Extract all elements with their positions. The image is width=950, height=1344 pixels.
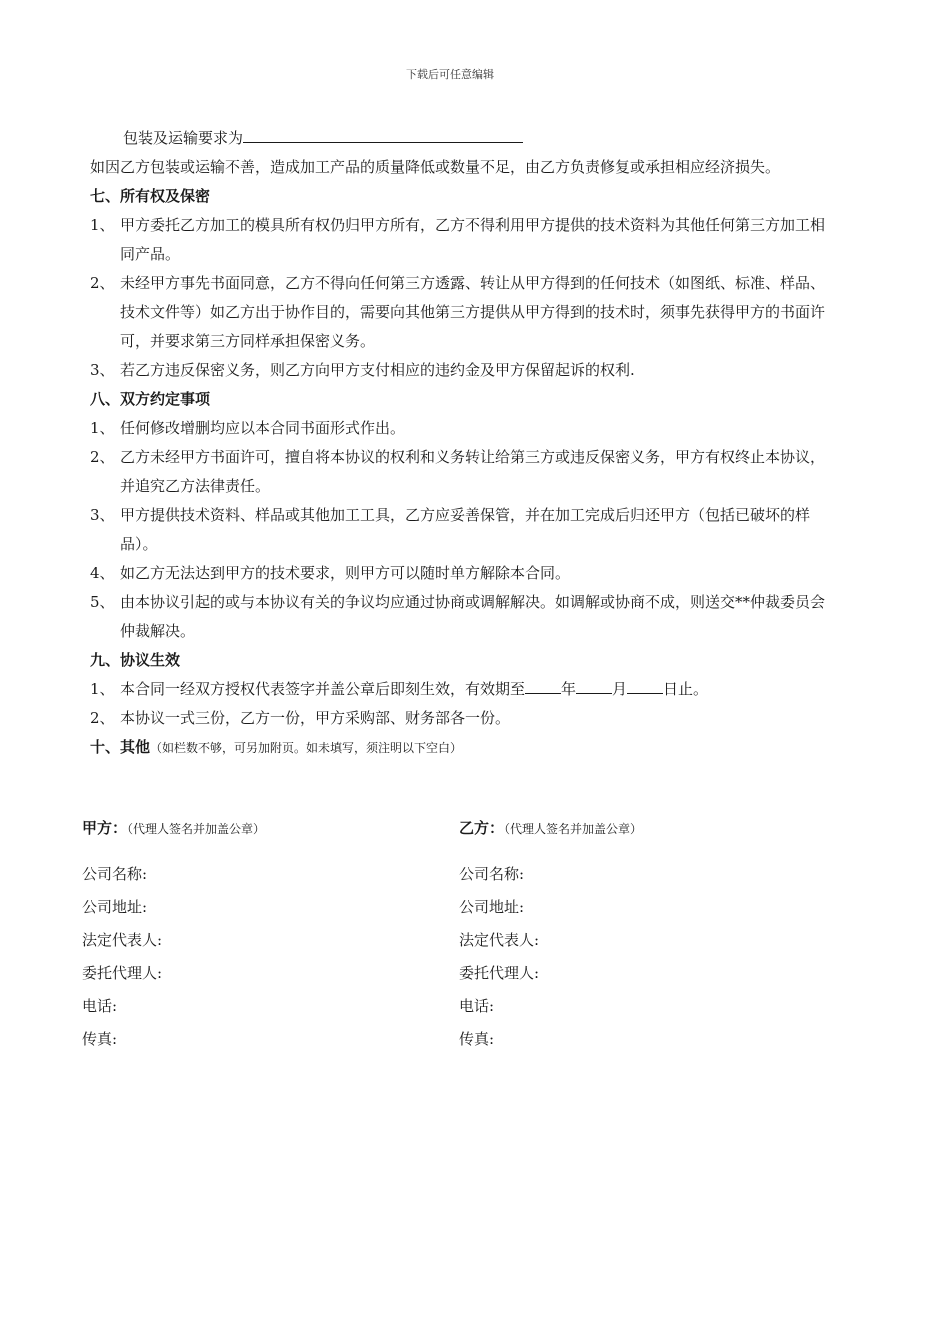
party-b-fax: 传真: [459, 1030, 495, 1048]
party-b-title: 乙方：（代理人签名并加盖公章） [459, 819, 643, 837]
party-a-legal-rep: 法定代表人: [82, 931, 163, 949]
list-item: 2、 本协议一式三份，乙方一份，甲方采购部、财务部各一份。 [90, 709, 511, 727]
list-item: 5、 由本协议引起的或与本协议有关的争议均应通过协商或调解解决。如调解或协商不成，则送交**仲裁委员会仲裁解决。 [90, 593, 826, 640]
party-b-company-name: 公司名称: [459, 865, 525, 883]
section-10-heading: 十、其他（如栏数不够，可另加附页。如未填写，须注明以下空白） [90, 738, 463, 756]
contract-body [90, 124, 830, 763]
expiry-year-blank[interactable] [525, 675, 561, 694]
party-a-column [82, 814, 442, 1056]
expiry-day-blank[interactable] [627, 675, 663, 694]
party-a-phone: 电话: [82, 997, 118, 1015]
party-b-agent: 委托代理人: [459, 964, 540, 982]
packing-requirement [90, 124, 830, 153]
list-item: 1、 本合同一经双方授权代表签字并盖公章后即刻生效，有效期至 年 月 日止。 [90, 675, 830, 704]
party-a-fax: 传真: [82, 1030, 118, 1048]
party-a-company-name: 公司名称: [82, 865, 148, 883]
packing-liability: 如因乙方包装或运输不善，造成加工产品的质量降低或数量不足，由乙方负责修复或承担相应经济损失。 [90, 158, 781, 176]
list-item: 4、 如乙方无法达到甲方的技术要求，则甲方可以随时单方解除本合同。 [90, 564, 571, 582]
list-item: 1、 任何修改增删均应以本合同书面形式作出。 [90, 419, 406, 437]
party-a-agent: 委托代理人: [82, 964, 163, 982]
party-b-phone: 电话: [459, 997, 495, 1015]
section-7-heading: 七、所有权及保密 [90, 187, 211, 205]
section-9-heading: 九、协议生效 [90, 651, 181, 669]
party-b-column [459, 814, 819, 1056]
list-item: 3、 甲方提供技术资料、样品或其他加工工具，乙方应妥善保管，并在加工完成后归还甲方（包括已破坏的样品）。 [90, 506, 811, 553]
packing-blank[interactable] [243, 124, 523, 143]
list-item: 2、 未经甲方事先书面同意，乙方不得向任何第三方透露、转让从甲方得到的任何技术（如图纸、标准、样品、技术文件等）如乙方出于协作目的，需要向其他第三方提供从甲方得到的技术时，须事先获得甲方的书面许可，并要求第三方同样承担保密义务。 [90, 274, 826, 350]
party-b-company-address: 公司地址: [459, 898, 525, 916]
section-10-note: （如栏数不够，可另加附页。如未填写，须注明以下空白） [150, 741, 463, 755]
party-a-title: 甲方：（代理人签名并加盖公章） [82, 819, 266, 837]
party-b-legal-rep: 法定代表人: [459, 931, 540, 949]
list-item: 1、 甲方委托乙方加工的模具所有权仍归甲方所有，乙方不得利用甲方提供的技术资料为其他任何第三方加工相同产品。 [90, 216, 826, 263]
page-header: 下载后可任意编辑 [406, 68, 494, 81]
list-item: 2、 乙方未经甲方书面许可，擅自将本协议的权利和义务转让给第三方或违反保密义务，甲方有权终止本协议，并追究乙方法律责任。 [90, 448, 826, 495]
party-a-company-address: 公司地址: [82, 898, 148, 916]
list-item: 3、 若乙方违反保密义务，则乙方向甲方支付相应的违约金及甲方保留起诉的权利. [90, 361, 635, 379]
expiry-month-blank[interactable] [576, 675, 612, 694]
packing-label: 包装及运输要求为 [123, 129, 244, 147]
section-8-heading: 八、双方约定事项 [90, 390, 211, 408]
